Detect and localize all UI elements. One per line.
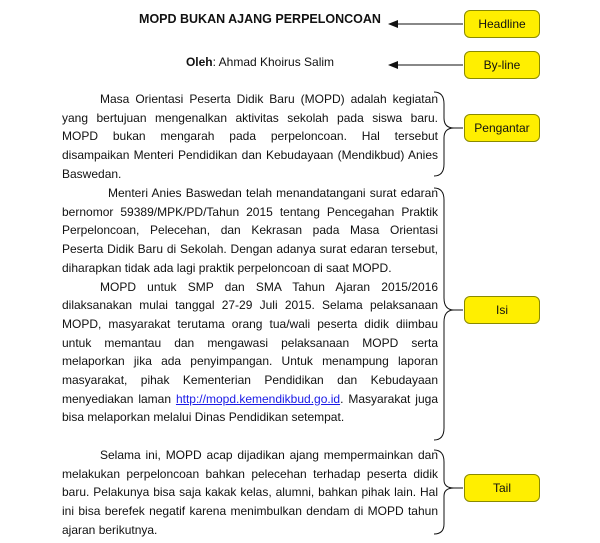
byline-prefix: Oleh: [185, 55, 213, 69]
label-tail: Tail: [464, 474, 540, 502]
body-section: [62, 184, 438, 427]
mopd-link[interactable]: http://mopd.kemendikbud.go.id: [175, 391, 341, 406]
article-byline: [135, 55, 385, 69]
intro-paragraph: Masa Orientasi Peserta Didik Baru (MOPD) adalah kegiatan yang bertujuan mengenalkan aktivitas sekolah pada siswa baru. MOPD bukan mengarah pada perpeloncoan. Hal tersebut disampaikan Menteri Pendidikan dan Kebudayaan (Mendikbud) Anies Baswedan.: [62, 92, 438, 181]
label-headline: Headline: [464, 10, 540, 38]
body-paragraph-2-end: . Masyarakat juga bisa melaporkan melalui Dinas Pendidikan setempat.: [62, 391, 438, 425]
tail-paragraph: Selama ini, MOPD acap dijadikan ajang mempermainkan dan melakukan perpeloncoan bahkan pelecehan terhadap peserta didik baru. Pelakunya bisa saja kakak kelas, alumni, bahkan pihak lain. Hal ini bisa berefek negatif karena menimbulkan dendam di MOPD tahun ajaran berikutnya.: [62, 448, 438, 537]
intro-section: [62, 90, 438, 184]
byline-author: : Ahmad Khoirus Salim: [212, 55, 335, 69]
article-headline: MOPD BUKAN AJANG PERPELONCOAN: [139, 12, 381, 26]
label-intro: Pengantar: [464, 114, 540, 142]
label-body: Isi: [464, 296, 540, 324]
body-paragraph-2: [62, 278, 438, 428]
tail-section: [62, 446, 438, 540]
body-paragraph-1: Menteri Anies Baswedan telah menandatangani surat edaran bernomor 59389/MPK/PD/Tahun 2015 tentang Pencegahan Praktik Perpeloncoan, Pelecehan, dan Kekrasan pada Masa Orientasi Peserta Didik Baru di Sekolah. Dengan adanya surat edaran tersebut, diharapkan tidak ada lagi praktik perpeloncoan di saat MOPD.: [62, 186, 438, 275]
body-paragraph-2-text: MOPD untuk SMP dan SMA Tahun Ajaran 2015/2016 dilaksanakan mulai tanggal 27-29 Juli 2015. Selama pelaksanaan MOPD, masyarakat terutama orang tua/wali peserta didik diimbau untuk memantau dan mengawasi pelaksanaan MOPD serta melaporkan jika ada penyimpangan. Untuk menampung laporan masyarakat, pihak Kementerian Pendidikan dan Kebudayaan menyediakan laman: [62, 279, 438, 406]
label-byline: By-line: [464, 51, 540, 79]
